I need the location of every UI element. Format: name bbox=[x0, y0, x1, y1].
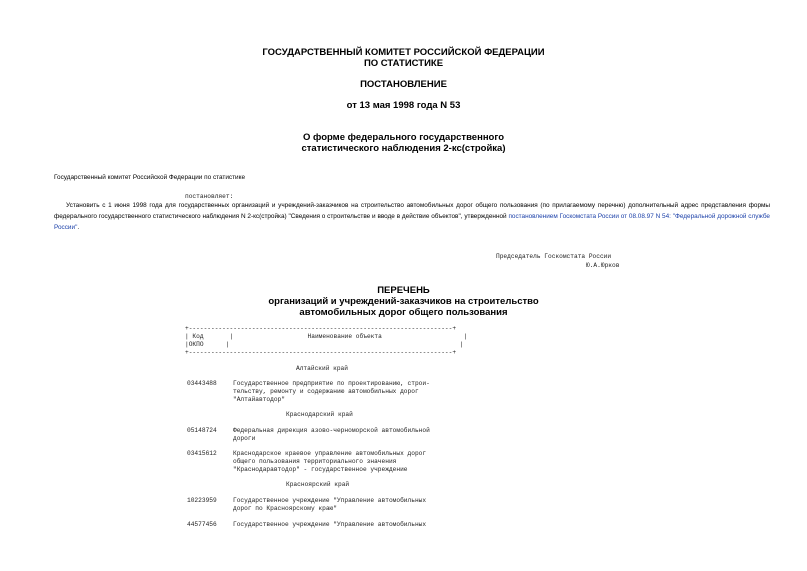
region-krasnoyarsk: Красноярский край bbox=[286, 481, 350, 488]
region-krasnodar: Краснодарский край bbox=[286, 411, 353, 418]
object-name: Государственное учреждение "Управление автомобильных дорог по Красноярскому краю" bbox=[233, 497, 427, 512]
okpo-code: 05148724 bbox=[187, 427, 217, 434]
list-subtitle-line1: организаций и учреждений-заказчиков на строительство bbox=[268, 296, 539, 307]
table-border-top: +-----------------------------------------------------------------------+ bbox=[185, 325, 457, 332]
decree-paragraph-end: . bbox=[77, 224, 80, 231]
okpo-code: 44577456 bbox=[187, 521, 217, 528]
table-header-row2: |ОКПО | | bbox=[185, 341, 464, 348]
list-subtitle-line2: автомобильных дорог общего пользования bbox=[299, 307, 508, 318]
decree-word: постановляет: bbox=[185, 193, 234, 200]
signature-title: Председатель Госкомстата России bbox=[496, 253, 612, 260]
okpo-code: 03443488 bbox=[187, 380, 217, 387]
table-border-bottom: +-----------------------------------------------------------------------+ bbox=[185, 349, 457, 356]
okpo-code: 10223959 bbox=[187, 497, 217, 504]
issuer-text: Государственный комитет Российской Федерации по статистике bbox=[54, 174, 246, 181]
table-header-row1: | Код | Наименование объекта | bbox=[185, 333, 468, 340]
decree-paragraph bbox=[54, 200, 770, 233]
document-subject-line1: О форме федерального государственного bbox=[302, 132, 504, 143]
signature-name: Ю.А.Юрков bbox=[586, 262, 620, 269]
list-title: ПЕРЕЧЕНЬ bbox=[377, 285, 430, 296]
document-type: ПОСТАНОВЛЕНИЕ bbox=[360, 79, 447, 90]
object-name: Краснодарское краевое управление автомобильных дорог общего пользования территориального значения "Краснодаравтодор" - государственное учреждение bbox=[233, 450, 427, 473]
object-name: Государственное предприятие по проектированию, строи- тельству, ремонту и содержанию автомобильных дорог "Алтайавтодор" bbox=[233, 380, 430, 403]
agency-title-line2: ПО СТАТИСТИКЕ bbox=[363, 58, 444, 69]
agency-title-line1: ГОСУДАРСТВЕННЫЙ КОМИТЕТ РОССИЙСКОЙ ФЕДЕРАЦИИ bbox=[262, 47, 545, 58]
decree-paragraph-text: Установить с 1 июня 1998 года для государственных организаций и учреждений-заказчиков на строительство автомобильных дорог общего пользования (по прилагаемому перечню) дополнительный адрес представления формы федерального государственного статистического наблюдения N 2-кс(стройка) "Сведения о строительстве и вводе в действие объектов", утвержденной bbox=[54, 202, 770, 220]
region-altai: Алтайский край bbox=[296, 365, 348, 372]
document-subject-line2: статистического наблюдения 2-кс(стройка) bbox=[301, 143, 506, 154]
document-date-number: от 13 мая 1998 года N 53 bbox=[346, 100, 461, 111]
okpo-code: 03415612 bbox=[187, 450, 217, 457]
object-name: Государственное учреждение "Управление автомобильных bbox=[233, 521, 427, 528]
decree-reference-link[interactable]: постановлением Госкомстата России от 08.08.97 N 54: "Федеральной дорожной службе России" bbox=[54, 213, 770, 231]
object-name: Федеральная дирекция азово-черноморской автомобильной дороги bbox=[233, 427, 430, 442]
